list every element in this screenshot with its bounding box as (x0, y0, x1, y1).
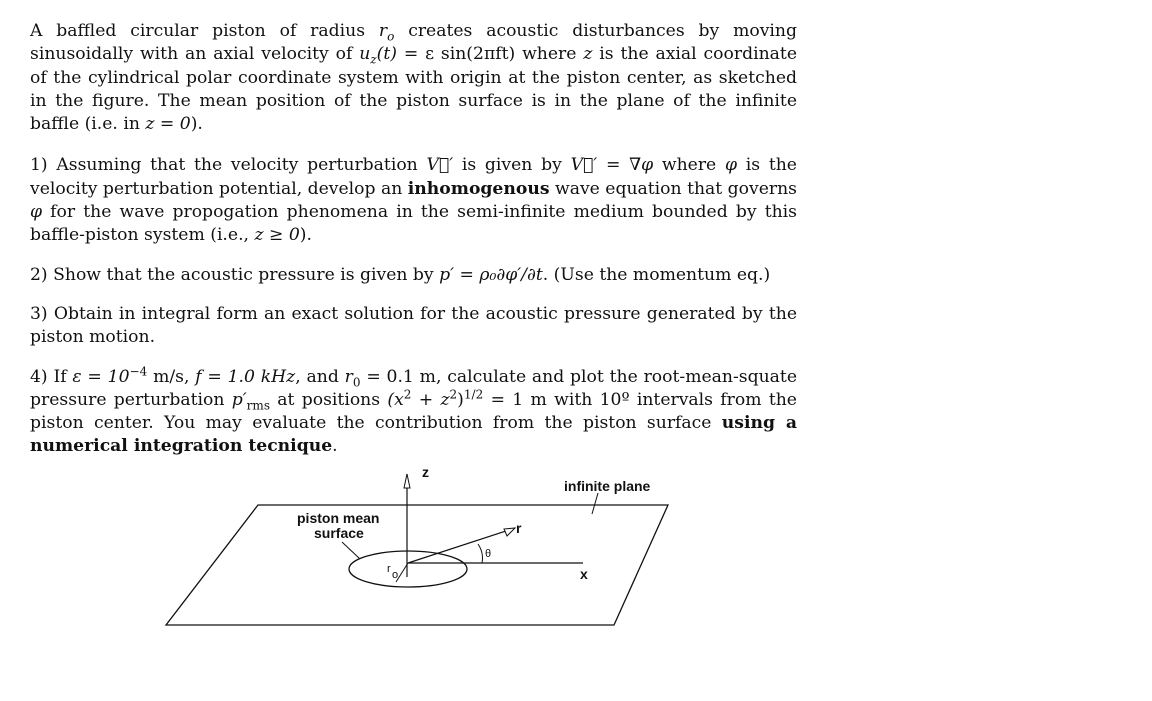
q1-bold-term: inhomogenous (407, 178, 550, 199)
infinite-plane-leader (592, 493, 598, 514)
phi-symbol-2: φ (30, 202, 43, 223)
question-4 (30, 363, 798, 459)
question-3: 3) Obtain in integral form an exact solution for the acoustic pressure generated by the piston motion. (30, 303, 797, 348)
epsilon-exponent: −4 (129, 363, 148, 378)
q2-text-1: 2) Show that the acoustic pressure is given by (30, 264, 440, 285)
position-expr-4: = 1 m (483, 389, 547, 410)
x-axis-label: x (580, 566, 588, 582)
position-sup-3: 1/2 (463, 387, 484, 402)
radius-subscript: o (387, 29, 395, 44)
intro-text-2: creates acoustic disturbances by moving sinusoidally with an axial velocity of (30, 21, 797, 65)
r-arrowhead (504, 528, 515, 536)
radius-symbol: r (378, 21, 388, 41)
r0-subscript: 0 (352, 375, 361, 389)
intro-paragraph (30, 20, 797, 136)
position-expr-3: ) (457, 389, 464, 410)
q1-text-2: is given by (453, 155, 571, 176)
intro-text-4: is the axial coordinate of the cylindrical polar coordinate system with origin at the piston center, as sketched in the figure. The mean position of the piston surface is in the plane of the infinite baffle (i.e. in (30, 44, 797, 135)
theta-label: θ (485, 548, 492, 560)
q1-text-5: wave equation that governs (549, 178, 797, 199)
phi-symbol: φ (724, 155, 738, 176)
infinite-plane-outline (166, 505, 668, 625)
position-sup-2: 2 (449, 387, 458, 402)
q1-text-7: ). (299, 225, 312, 246)
q2-text-2: . (Use the momentum eq.) (542, 264, 771, 285)
theta-arc (478, 544, 483, 563)
piston-label-line-2: surface (314, 525, 364, 541)
q4-bold-term: using a numerical integration tecnique (30, 413, 797, 457)
prms-subscript: rms (246, 398, 270, 413)
q4-text-6: . (332, 436, 338, 457)
q1-text-6: for the wave propogation phenomena in the semi-infinite medium bounded by this baffle-piston system (i.e., (30, 202, 797, 246)
piston-baffle-figure (160, 460, 680, 640)
r0-symbol: r (344, 366, 353, 387)
domain-condition: z ≥ 0 (254, 225, 300, 246)
q1-text-3: where (653, 155, 725, 176)
intro-text-3: where (515, 44, 584, 65)
frequency-value: f = 1.0 kHz (195, 366, 296, 387)
question-1 (30, 154, 797, 247)
question-2 (30, 264, 797, 287)
epsilon-value: ε = 10 (72, 366, 130, 387)
position-expr-1: (x (387, 389, 404, 410)
intro-text-1: A baffled circular piston of radius (30, 21, 379, 41)
plane-condition: z = 0 (145, 114, 191, 135)
infinite-plane-label: infinite plane (564, 478, 651, 494)
piston-radius-label: r (387, 563, 391, 575)
q4-text-1: 4) If (30, 366, 73, 387)
q1-text-1: 1) Assuming that the velocity perturbation (30, 155, 427, 176)
problem-text (30, 20, 797, 477)
q4-text-2: , and (295, 366, 345, 387)
z-axis-label: z (422, 464, 429, 480)
position-expr-2: + z (411, 389, 450, 410)
velocity-equation: = ε sin(2πft) (396, 44, 516, 65)
epsilon-unit: m/s, (147, 366, 196, 387)
potential-equation: V⃗′ = ∇φ (570, 155, 654, 176)
piston-label-leader (342, 542, 360, 559)
velocity-perturbation-symbol: V⃗′ (426, 155, 454, 176)
position-sup-1: 2 (403, 387, 412, 402)
piston-radius-subscript: o (392, 569, 399, 581)
q4-text-4: at positions (270, 389, 388, 410)
pressure-equation: p′ = ρ₀∂φ′/∂t (439, 264, 543, 285)
q4-text-5: with 10º intervals from the piston center. You may evaluate the contribution from the piston surface (30, 389, 797, 434)
prms-symbol: p′ (231, 389, 247, 410)
velocity-argument: (t) (376, 44, 397, 65)
q4-text-3: , calculate and plot the root-mean-squate pressure perturbation (30, 366, 798, 410)
z-axis-arrowhead (404, 474, 410, 488)
velocity-symbol: u (359, 44, 371, 65)
piston-label-line-1: piston mean (297, 510, 380, 526)
r-direction-line (408, 528, 515, 563)
r0-value: = 0.1 m (360, 366, 436, 387)
velocity-subscript: z (370, 52, 377, 67)
intro-text-5: ). (190, 114, 203, 135)
q1-text-4: is the velocity perturbation potential, develop an (30, 155, 797, 199)
z-symbol: z (583, 44, 593, 65)
r-label: r (516, 520, 522, 536)
piston-ellipse (349, 551, 467, 587)
